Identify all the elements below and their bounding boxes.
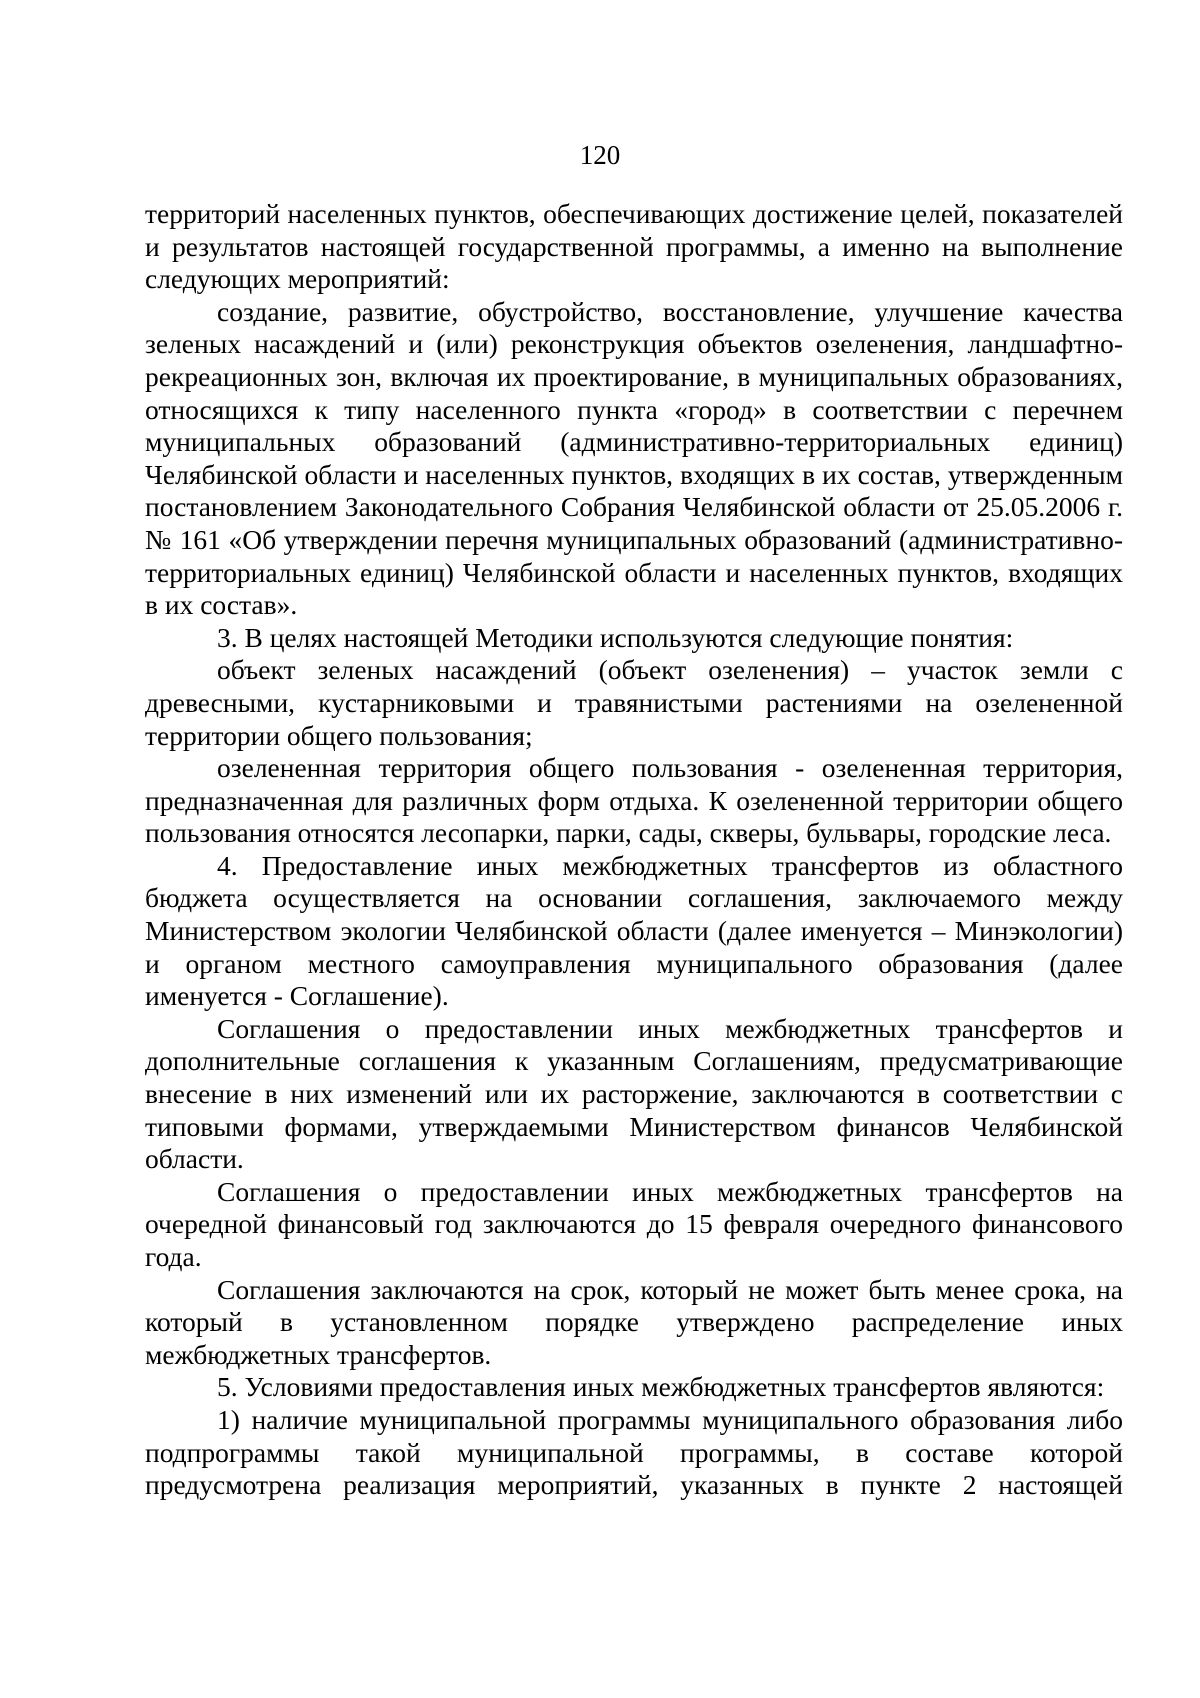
paragraph-item-4: 4. Предоставление иных межбюджетных трансфертов из областного бюджета осуществляется на основании соглашения, заключаемого между Министерством экологии Челябинской области (далее именуется – Минэкологии) и органом местного самоуправления муниципального образования (далее именуется - Соглашение).	[145, 849, 1123, 1012]
paragraph-definition-territory: озелененная территория общего пользования - озелененная территория, предназначенная для различных форм отдыха. К озелененной территории общего пользования относятся лесопарки, парки, сады, скверы, бульвары, городские леса.	[145, 752, 1123, 849]
paragraph-agreements-deadline: Соглашения о предоставлении иных межбюджетных трансфертов на очередной финансовый год заключаются до 15 февраля очередного финансового года.	[145, 1175, 1123, 1272]
paragraph-activities: создание, развитие, обустройство, восстановление, улучшение качества зеленых насаждений и (или) реконструкция объектов озеленения, ландшафтно-рекреационных зон, включая их проектирование, в муниципальных образованиях, относящихся к типу населенного пункта «город» в соответствии с перечнем муниципальных образований (административно-территориальных единиц) Челябинской области и населенных пунктов, входящих в их состав, утвержденным постановлением Законодательного Собрания Челябинской области от 25.05.2006 г. № 161 «Об утверждении перечня муниципальных образований (административно-территориальных единиц) Челябинской области и населенных пунктов, входящих в их состав».	[145, 295, 1123, 621]
page-number: 120	[579, 140, 621, 170]
paragraph-condition-1: 1) наличие муниципальной программы муниципального образования либо подпрограммы такой муниципальной программы, в составе которой предусмотрена реализация мероприятий, указанных в пункте 2 настоящей	[145, 1403, 1123, 1501]
paragraph-continuation: территорий населенных пунктов, обеспечивающих достижение целей, показателей и результатов настоящей государственной программы, а именно на выполнение следующих мероприятий:	[145, 198, 1123, 295]
paragraph-item-3: 3. В целях настоящей Методики используются следующие понятия:	[217, 621, 1014, 653]
paragraph-item-5: 5. Условиями предоставления иных межбюджетных трансфертов являются:	[217, 1371, 1105, 1403]
paragraph-agreements-term: Соглашения заключаются на срок, который не может быть менее срока, на который в установленном порядке утверждено распределение иных межбюджетных трансфертов.	[145, 1273, 1123, 1370]
paragraph-agreements-forms: Соглашения о предоставлении иных межбюджетных трансфертов и дополнительные соглашения к указанным Соглашениям, предусматривающие внесение в них изменений или их расторжение, заключаются в соответствии с типовыми формами, утверждаемыми Министерством финансов Челябинской области.	[145, 1012, 1123, 1175]
document-body	[145, 198, 1123, 1502]
paragraph-definition-object: объект зеленых насаждений (объект озеленения) – участок земли с древесными, кустарниковыми и травянистыми растениями на озелененной территории общего пользования;	[145, 654, 1123, 751]
